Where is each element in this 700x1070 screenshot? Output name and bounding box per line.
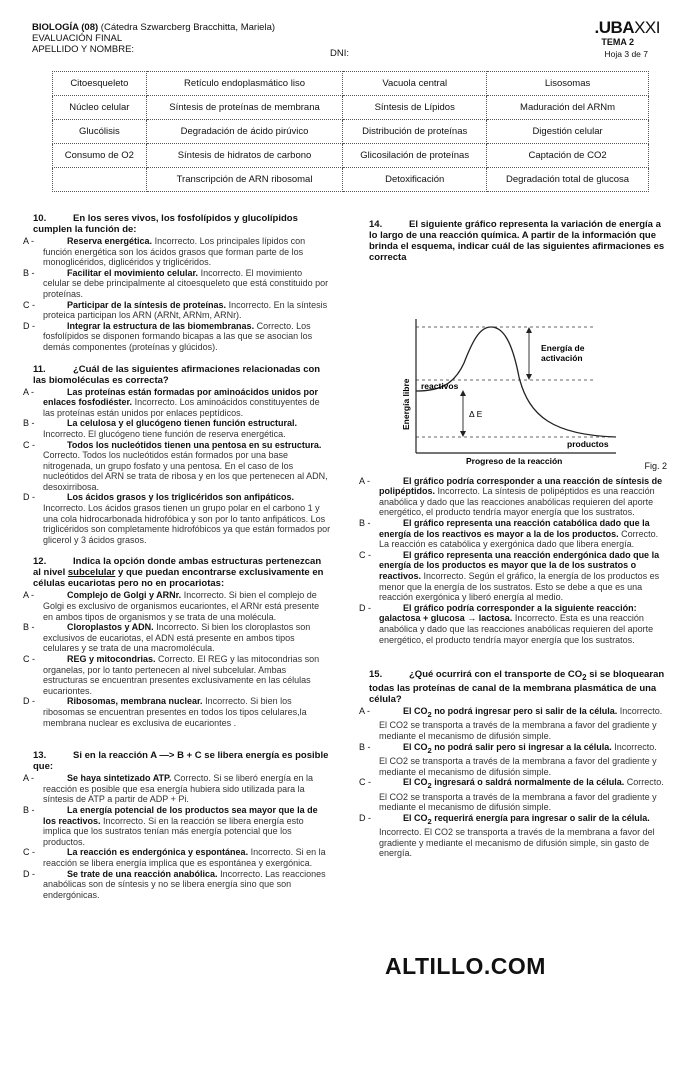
options-table-cell: Degradación total de glucosa: [487, 168, 649, 192]
option-explanation: Correcto. El CO2 se transporta a través de la membrana a favor del gradiente y mediante el mecanismo de difusión simple.: [379, 777, 664, 813]
option-explanation: Incorrecto. El CO2 se transporta a través de la membrana a favor del gradiente y mediante el mecanismo de difusión simple.: [379, 741, 657, 777]
options-table-cell: Síntesis de hidratos de carbono: [146, 144, 343, 168]
options-table-cell: Maduración del ARNm: [487, 96, 649, 120]
question-number: 13.: [33, 750, 47, 762]
option-explanation: Incorrecto. Si bien los ribosomas se encuentran presentes en todos los tipos celulares,la membrana nuclear es exclusiva de eucariontes .: [43, 696, 307, 728]
options-table-cell: Núcleo celular: [53, 96, 147, 120]
activation-arrow-head-up: [526, 327, 532, 333]
question-number: 14.: [369, 219, 383, 230]
option-letter: D -: [359, 602, 371, 613]
delta-e-label: Δ E: [469, 409, 483, 419]
answer-option: [23, 492, 331, 545]
option-answer: REG y mitocondrias.: [67, 654, 156, 664]
option-answer: Integrar la estructura de las biomembranas.: [67, 320, 255, 331]
activation-label: Energía de activación: [541, 343, 585, 363]
page-number: Hoja 3 de 7: [604, 49, 648, 59]
answer-option: [23, 847, 331, 868]
option-explanation: Correcto. Todos los nucleótidos están formados por una base nitrogenada, un grupo fosfato y una pentosa. En el caso de los nucleótidos del ARN se trata de ribosa y en los que pertenecen al ADN, desoxirribosa.: [43, 450, 328, 492]
logo-main: .UBA: [594, 18, 635, 37]
option-explanation: Incorrecto. Si en la reacción se libera energía esto implica que los sustratos tenían más energía potencial que los productos.: [43, 815, 304, 847]
option-letter: D -: [23, 696, 35, 707]
option-letter: A -: [23, 590, 35, 601]
answer-option: [23, 804, 331, 847]
activation-arrow-head-down: [526, 374, 532, 380]
question-stem-a: ¿Qué ocurrirá con el transporte de CO: [409, 669, 583, 681]
question-10: [23, 213, 331, 353]
option-explanation: Incorrecto. Si bien el complejo de Golgi es exclusivo de organismos eucariontes, el ARNr está presente en ambos tipos de organismos y se trata de una molécula.: [43, 590, 320, 622]
course-name: BIOLOGÍA (08): [32, 22, 99, 33]
question-14-options: [359, 475, 667, 646]
options-table-row: [53, 120, 649, 144]
question-12: [23, 556, 331, 728]
option-answer: Complejo de Golgi y ARNr.: [67, 590, 182, 601]
course-line: [32, 22, 672, 33]
option-answer: El gráfico podría corresponder a una reacción de síntesis de polipéptidos.: [379, 475, 663, 497]
options-table-cell: Consumo de O2: [53, 144, 147, 168]
options-table-row: [53, 72, 649, 96]
option-letter: B -: [359, 517, 371, 528]
energy-diagram-svg: [369, 267, 667, 467]
option-answer: El $CO_2$ ingresará o saldrá normalmente de la célula.: [403, 777, 625, 790]
question-15-options: [359, 705, 667, 859]
answer-option: [359, 602, 667, 645]
question-number: 12.: [33, 556, 47, 568]
question-stem-b: si se bloquearan todas las proteínas de canal de la membrana plasmática de una célula?: [369, 669, 665, 705]
options-table-row: [53, 168, 649, 192]
option-answer: Todos los nucleótidos tienen una pentosa en su estructura.: [67, 439, 322, 450]
options-table-cell: Detoxificación: [343, 168, 487, 192]
question-number: 11.: [33, 363, 46, 375]
option-answer: El $CO_2$ no podrá ingresar pero si salir de la célula.: [403, 705, 618, 719]
question-stem-sub: 2: [582, 672, 587, 682]
reactants-label: reactivos: [421, 381, 459, 391]
options-table-cell: Retículo endoplasmático liso: [146, 72, 343, 96]
option-answer: Los ácidos grasos y los triglicéridos son anfipáticos.: [67, 492, 295, 503]
options-table-cell: Captación de CO2: [487, 144, 649, 168]
option-letter: C -: [359, 549, 371, 560]
option-explanation: Incorrecto. La síntesis de polipéptidos es una reacción anabólica y dado que las reacciones anabólicas requieren del aporte energético, el producto tendría mayor energía que los sustratos.: [379, 486, 655, 518]
question-text: [33, 213, 331, 235]
options-table-cell: Glicosilación de proteínas: [343, 144, 487, 168]
answer-option: [359, 705, 667, 742]
uba-logo: [595, 18, 660, 38]
option-answer: El $CO_2$ no podrá salir pero si ingresar a la célula.: [403, 741, 612, 755]
answer-option: [359, 812, 667, 859]
option-explanation: Incorrecto. El movimiento celular se debe principalmente al citoesqueleto que está constituido por proteínas.: [43, 267, 329, 299]
option-letter: B -: [23, 267, 35, 278]
delta-arrow-head-down: [460, 431, 466, 437]
option-letter: B -: [23, 418, 35, 429]
question-number: 10.: [33, 213, 47, 224]
option-letter: C -: [23, 439, 35, 450]
options-table-cell: [53, 168, 147, 192]
answer-option: [23, 236, 331, 268]
question-text: 12. Indica la opción donde ambas estructuras pertenezcan al nivel subcelular y que puedan encontrarse exclusivamente en células eucariotas pero no en procariotas:: [33, 556, 324, 590]
option-answer: Se trate de una reacción anabólica.: [67, 868, 218, 879]
answer-option: [23, 868, 331, 901]
question-stem: ¿Cuál de las siguientes afirmaciones relacionadas con las biomoléculas es correcta?: [33, 363, 321, 386]
options-table: [52, 71, 649, 192]
question-stem: El siguiente gráfico representa la variación de energía a lo largo de una reacción química. A partir de la información que brinda el esquema, indicar cuál de las siguientes afirmaciones es correcta: [369, 219, 665, 263]
option-letter: C -: [23, 847, 35, 858]
answer-option: [23, 622, 331, 654]
option-letter: B -: [23, 804, 35, 815]
option-letter: D -: [23, 868, 35, 879]
options-table-row: [53, 96, 649, 120]
option-answer: Ribosomas, membrana nuclear.: [67, 696, 203, 707]
question-15: [359, 669, 667, 859]
x-axis-label: Progreso de la reacción: [466, 456, 563, 466]
option-answer: La celulosa y el glucógeno tienen función estructural.: [67, 418, 298, 429]
answer-option: [359, 741, 667, 778]
options-table-cell: Digestión celular: [487, 120, 649, 144]
answer-option: [23, 439, 331, 493]
option-answer: La reacción es endergónica y espontánea.: [67, 847, 249, 858]
y-axis-label: Energía libre: [401, 378, 411, 430]
question-stem: Si en la reacción A —> B + C se libera energía es posible que:: [33, 750, 329, 773]
question-text: [369, 669, 667, 705]
option-letter: A -: [359, 705, 371, 716]
answer-option: [23, 654, 331, 696]
option-answer: Reserva energética.: [67, 236, 153, 246]
option-answer: Participar de la síntesis de proteínas.: [67, 299, 227, 310]
options-table-cell: Síntesis de Lípidos: [343, 96, 487, 120]
option-letter: B -: [359, 741, 371, 752]
answer-option: [359, 475, 667, 518]
tema-label: TEMA 2: [601, 37, 634, 47]
answer-option: [23, 299, 331, 321]
option-explanation: Incorrecto. Esta es una reacción anabólica y dado que las reacciones anabólicas requieren del aporte energético, el producto tendría mayor energía que los sustratos.: [379, 613, 654, 645]
option-answer: Se haya sintetizado ATP.: [67, 773, 172, 784]
delta-arrow-head-up: [460, 390, 466, 396]
option-letter: B -: [23, 622, 35, 633]
options-table-cell: Citoesqueleto: [53, 72, 147, 96]
option-explanation: Correcto. Si se liberó energía en la reacción es posible que esa energía hubiera sido utilizada para la síntesis de ATP a partir de ADP + Pi.: [43, 773, 313, 805]
name-label: APELLIDO Y NOMBRE:: [32, 44, 135, 55]
course-chair: (Cátedra Szwarcberg Bracchitta, Mariela): [100, 22, 276, 33]
dni-label: DNI:: [330, 48, 349, 59]
option-letter: C -: [359, 777, 371, 788]
option-letter: A -: [23, 386, 35, 397]
option-explanation: Incorrecto. El glucógeno tiene función de reserva energética.: [43, 428, 286, 439]
exam-type: EVALUACIÓN FINAL: [32, 33, 123, 44]
answer-option: [23, 386, 331, 419]
question-13: [23, 750, 331, 900]
option-explanation: Incorrecto. En la síntesis proteica participan los ARN (ARNt, ARNm, ARNr).: [43, 299, 328, 321]
option-explanation: Correcto. Los fosfolípidos se disponen formando bicapas a las que se asocian los demás componentes (proteínas y glúcidos).: [43, 320, 313, 352]
option-letter: A -: [23, 773, 35, 784]
option-explanation: Incorrecto. El CO2 se transporta a través de la membrana a favor del gradiente y mediante el mecanismo de difusión simple.: [379, 705, 663, 741]
option-answer: El gráfico podría corresponder a la siguiente reacción: galactosa + glucosa → lactosa.: [379, 602, 637, 624]
option-letter: A -: [23, 236, 35, 246]
options-table-cell: Lisosomas: [487, 72, 649, 96]
logo-suffix: XXI: [634, 18, 660, 37]
products-label: productos: [567, 439, 609, 449]
options-table-row: [53, 144, 649, 168]
option-answer: El $CO_2$ requerirá energía para ingresar o salir de la célula.: [403, 812, 650, 826]
option-explanation: Incorrecto. Los principales lípidos con función energética son los ácidos grasos que forman parte de los monoglicéridos, diglicéridos y triglicéridos.: [43, 236, 306, 268]
question-text: [33, 750, 331, 772]
answer-option: [23, 418, 331, 439]
option-explanation: Incorrecto. Las reacciones anabólicas son de síntesis y no se libera energía sino que son endergónicas.: [43, 868, 326, 900]
option-answer: La energía potencial de los productos sea mayor que la de los reactivos.: [43, 804, 318, 826]
option-explanation: Incorrecto. Según el gráfico, la energía de los productos es menor que la energía de los sustratos. Esto se debe a que es una reacción exergónica y liberó energía al medio.: [379, 570, 660, 603]
option-explanation: Incorrecto. El CO2 se transporta a través de la membrana a favor del gradiente y mediante el mecanismo de difusión simple, sin gasto de energía.: [379, 827, 655, 859]
question-stem: En los seres vivos, los fosfolípidos y glucolípidos cumplen la función de:: [33, 213, 298, 235]
option-letter: D -: [359, 812, 371, 823]
options-table-cell: Degradación de ácido pirúvico: [146, 120, 343, 144]
option-letter: C -: [23, 299, 35, 310]
option-letter: C -: [23, 654, 35, 664]
left-column: [23, 213, 331, 911]
answer-option: [23, 320, 331, 353]
option-explanation: Incorrecto. Si bien los cloroplastos son exclusivos de eucariotas, el ADN está presente en ambos tipos celulares y se trata de una macromolécula.: [43, 622, 311, 654]
question-11: [23, 363, 331, 546]
altillo-watermark: ALTILLO.COM: [385, 953, 546, 979]
exam-header: [32, 22, 672, 55]
option-letter: A -: [359, 475, 371, 486]
option-explanation: Correcto. La reacción es catabólica y exergónica dado que libera energía.: [379, 528, 659, 550]
option-explanation: Incorrecto. Si en la reacción se libera energía implica que es espontánea y exergónica.: [43, 847, 326, 868]
energy-diagram: [369, 267, 667, 467]
question-text: [369, 219, 667, 263]
option-answer: El gráfico representa una reacción endergónica dado que la energía de los productos es mayor que la de los sustratos o reactivos.: [379, 549, 660, 581]
option-answer: El gráfico representa una reacción catabólica dado que la energía de los reactivos es mayor a la de los productos.: [379, 517, 650, 539]
answer-option: [23, 590, 331, 622]
figure-caption: Fig. 2: [644, 461, 667, 471]
answer-option: [359, 777, 667, 813]
right-column: [359, 219, 667, 870]
option-explanation: Incorrecto. Los ácidos grasos tienen un grupo polar en el carbono 1 y una cola hidrocarbonada hidrofóbica y son por lo tanto anfipáticos. Los triglicéridos son completamente hidrofóbicos ya que están formados por glicerol y 3 ácidos grasos.: [43, 503, 331, 545]
options-table-cell: Síntesis de proteínas de membrana: [146, 96, 343, 120]
option-explanation: Incorrecto. Los aminoácidos constituyentes de las proteínas están unidos por enlaces peptídicos.: [43, 397, 320, 418]
answer-option: [359, 549, 667, 603]
question-text: [33, 364, 331, 386]
option-answer: Cloroplastos y ADN.: [67, 622, 154, 633]
options-table-cell: Distribución de proteínas: [343, 120, 487, 144]
answer-option: [23, 267, 331, 300]
answer-option: [359, 517, 667, 550]
answer-option: [23, 696, 331, 728]
option-letter: D -: [23, 320, 35, 331]
option-answer: Las proteínas están formadas por aminoácidos unidos por enlaces fosfodiéster.: [43, 386, 319, 408]
question-number: 15.: [369, 669, 383, 681]
question-14: [359, 219, 667, 645]
options-table-cell: Transcripción de ARN ribosomal: [146, 168, 343, 192]
option-answer: Facilitar el movimiento celular.: [67, 267, 199, 278]
options-table-cell: Vacuola central: [343, 72, 487, 96]
option-explanation: Correcto. El REG y las mitocondrias son organelas, por lo tanto pertenecen al nivel subcelular. Ambas estructuras se encuentran presentes exclusivamente en las células eucariontes.: [43, 654, 320, 696]
option-letter: D -: [23, 492, 35, 503]
options-table-cell: Glucólisis: [53, 120, 147, 144]
answer-option: [23, 773, 331, 805]
